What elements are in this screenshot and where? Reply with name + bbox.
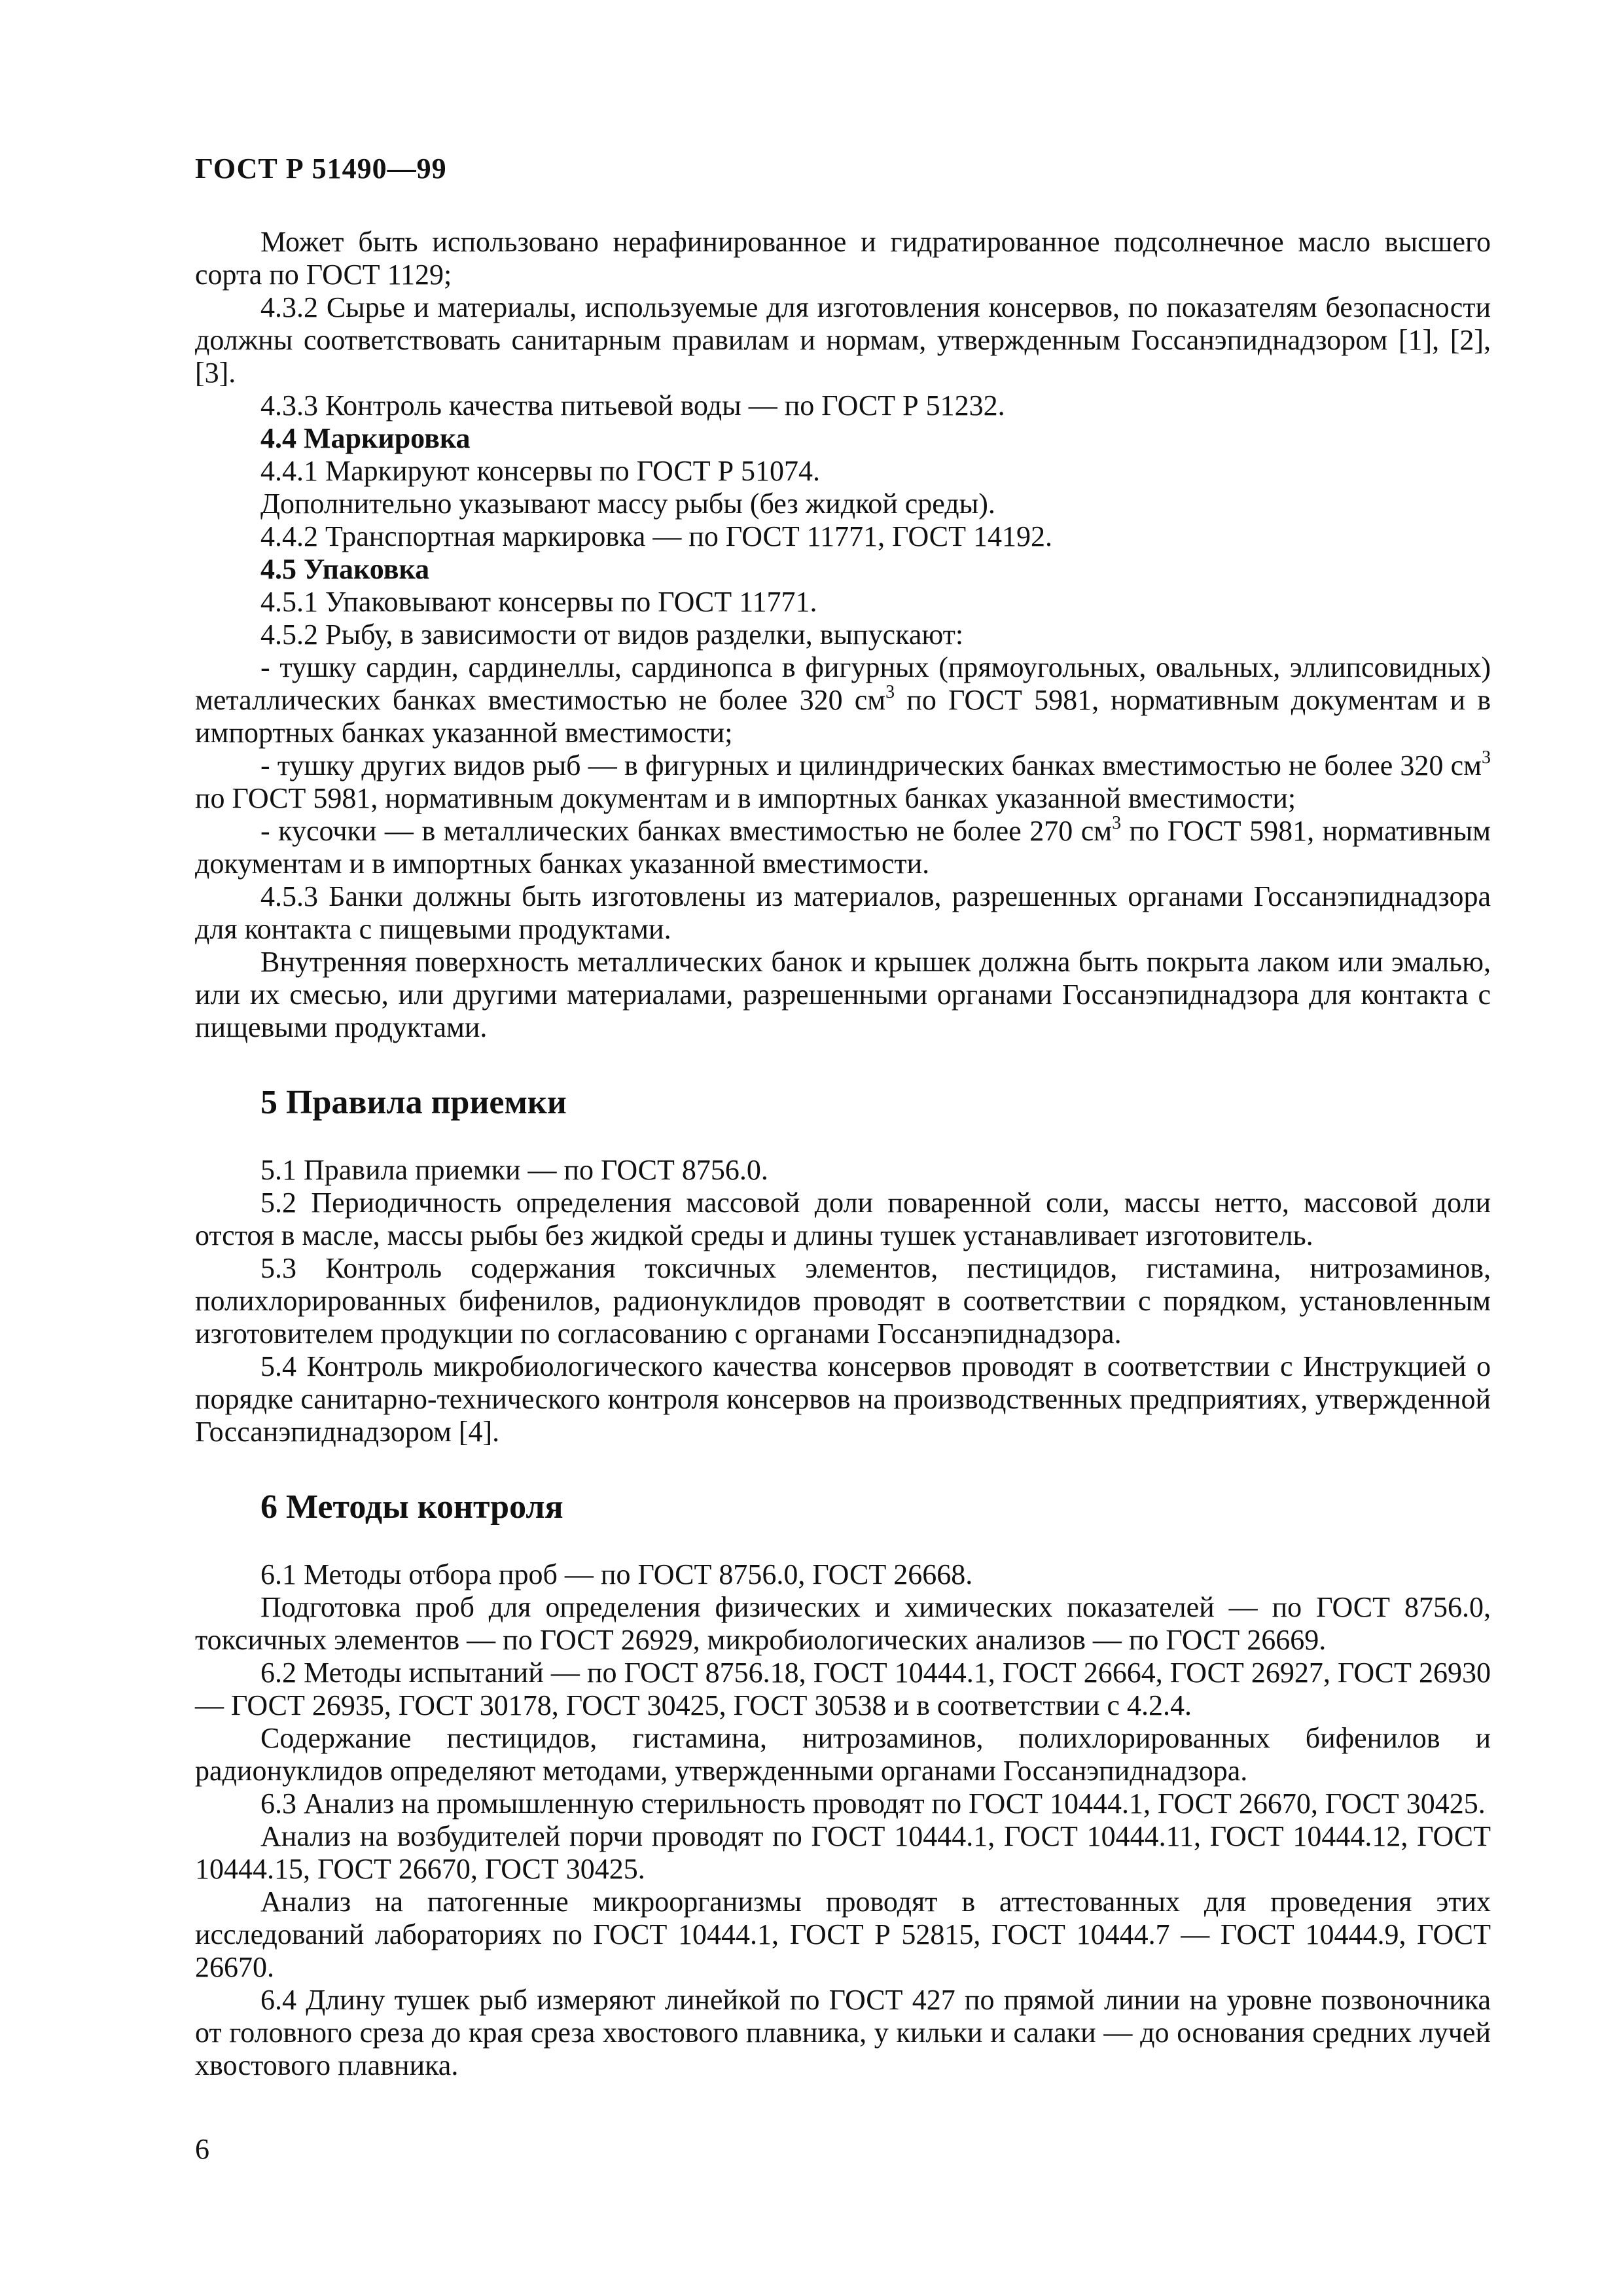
paragraph: Дополнительно указывают массу рыбы (без жидкой среды). [260, 488, 995, 520]
page-number: 6 [195, 2133, 209, 2165]
paragraph: Может быть использовано нерафинированное и гидратированное подсолнечное масло высшего сорта по ГОСТ 1129; [195, 226, 1491, 291]
paragraph: Анализ на патогенные микроорганизмы проводят в аттестованных для проведения этих исследований лабораториях по ГОСТ 10444.1, ГОСТ Р 52815, ГОСТ 10444.7 — ГОСТ 10444.9, ГОСТ 26670. [195, 1886, 1491, 1983]
paragraph: Анализ на возбудителей порчи проводят по ГОСТ 10444.1, ГОСТ 10444.11, ГОСТ 10444.12, ГОСТ 10444.15, ГОСТ 26670, ГОСТ 30425. [195, 1820, 1491, 1885]
list-item [195, 749, 1491, 815]
text: - тушку других видов рыб — в фигурных и цилиндрических банках вместимостью не более 320 см [260, 749, 1482, 781]
text: по ГОСТ 5981, нормативным документам и в импортных банках указанной вместимости; [195, 684, 1491, 749]
paragraph: 4.3.3 Контроль качества питьевой воды — по ГОСТ Р 51232. [260, 389, 1005, 422]
paragraph: Подготовка проб для определения физических и химических показателей — по ГОСТ 8756.0, токсичных элементов — по ГОСТ 26929, микробиологических анализов — по ГОСТ 26669. [195, 1591, 1491, 1656]
section-heading-5: 5 Правила приемки [260, 1084, 567, 1121]
paragraph: 6.1 Методы отбора проб — по ГОСТ 8756.0, ГОСТ 26668. [260, 1558, 973, 1590]
paragraph: 6.2 Методы испытаний — по ГОСТ 8756.18, ГОСТ 10444.1, ГОСТ 26664, ГОСТ 26927, ГОСТ 26930 — ГОСТ 26935, ГОСТ 30178, ГОСТ 30425, ГОСТ 30538 и в соответствии с 4.2.4. [195, 1657, 1491, 1721]
paragraph: 5.4 Контроль микробиологического качества консервов проводят в соответствии с Инструкцией о порядке санитарно-технического контроля консервов на производственных предприятиях, утвержденной Госсанэпиднадзором [4]. [195, 1350, 1491, 1448]
list-item [195, 651, 1491, 749]
paragraph: 4.5.1 Упаковывают консервы по ГОСТ 11771. [260, 586, 817, 618]
paragraph: 5.2 Периодичность определения массовой доли поваренной соли, массы нетто, массовой доли отстоя в масле, массы рыбы без жидкой среды и длины тушек устанавливает изготовитель. [195, 1187, 1491, 1251]
paragraph: 6.3 Анализ на промышленную стерильность проводят по ГОСТ 10444.1, ГОСТ 26670, ГОСТ 30425. [260, 1787, 1486, 1820]
section-heading-6: 6 Методы контроля [260, 1488, 563, 1526]
document-body [195, 226, 1491, 2082]
paragraph: 5.1 Правила приемки — по ГОСТ 8756.0. [260, 1154, 768, 1186]
superscript: 3 [1482, 747, 1491, 768]
paragraph: Содержание пестицидов, гистамина, нитрозаминов, полихлорированных бифенилов и радионуклидов определяют методами, утвержденными органами Госсанэпиднадзора. [195, 1722, 1491, 1787]
superscript: 3 [885, 682, 895, 702]
text: - тушку сардин, сардинеллы, сардинопса в фигурных (прямоугольных, овальных, эллипсовидных) металлических банках вместимостью не более 320 см [195, 651, 1491, 716]
text: по ГОСТ 5981, нормативным документам и в импортных банках указанной вместимости. [195, 815, 1491, 880]
paragraph: 5.3 Контроль содержания токсичных элементов, пестицидов, гистамина, нитрозаминов, полихлорированных бифенилов, радионуклидов проводят в соответствии с порядком, установленным изготовителем продукции по согласованию с органами Госсанэпиднадзора. [195, 1252, 1491, 1350]
paragraph: 4.3.2 Сырье и материалы, используемые для изготовления консервов, по показателям безопасности должны соответствовать санитарным правилам и нормам, утвержденным Госсанэпиднадзором [1], [2], [3]. [195, 291, 1491, 389]
text: по ГОСТ 5981, нормативным документам и в импортных банках указанной вместимости; [195, 782, 1296, 814]
paragraph: 4.4.2 Транспортная маркировка — по ГОСТ 11771, ГОСТ 14192. [260, 520, 1052, 552]
superscript: 3 [1112, 813, 1122, 833]
paragraph: 6.4 Длину тушек рыб измеряют линейкой по ГОСТ 427 по прямой линии на уровне позвоночника от головного среза до края среза хвостового плавника, у кильки и салаки — до основания средних лучей хвостового плавника. [195, 1984, 1491, 2081]
text: - кусочки — в металлических банках вместимостью не более 270 см [260, 815, 1113, 847]
paragraph: 4.5.3 Банки должны быть изготовлены из материалов, разрешенных органами Госсанэпиднадзора для контакта с пищевыми продуктами. [195, 880, 1491, 945]
list-item [195, 815, 1491, 880]
paragraph: Внутренняя поверхность металлических банок и крышек должна быть покрыта лаком или эмалью, или их смесью, или другими материалами, разрешенными органами Госсанэпиднадзора для контакта с пищевыми продуктами. [195, 946, 1491, 1043]
paragraph: 4.5.2 Рыбу, в зависимости от видов разделки, выпускают: [260, 619, 964, 651]
document-header: ГОСТ Р 51490—99 [195, 152, 447, 185]
subsection-heading-4-4: 4.4 Маркировка [260, 422, 471, 454]
paragraph: 4.4.1 Маркируют консервы по ГОСТ Р 51074. [260, 455, 821, 487]
subsection-heading-4-5: 4.5 Упаковка [260, 553, 430, 585]
